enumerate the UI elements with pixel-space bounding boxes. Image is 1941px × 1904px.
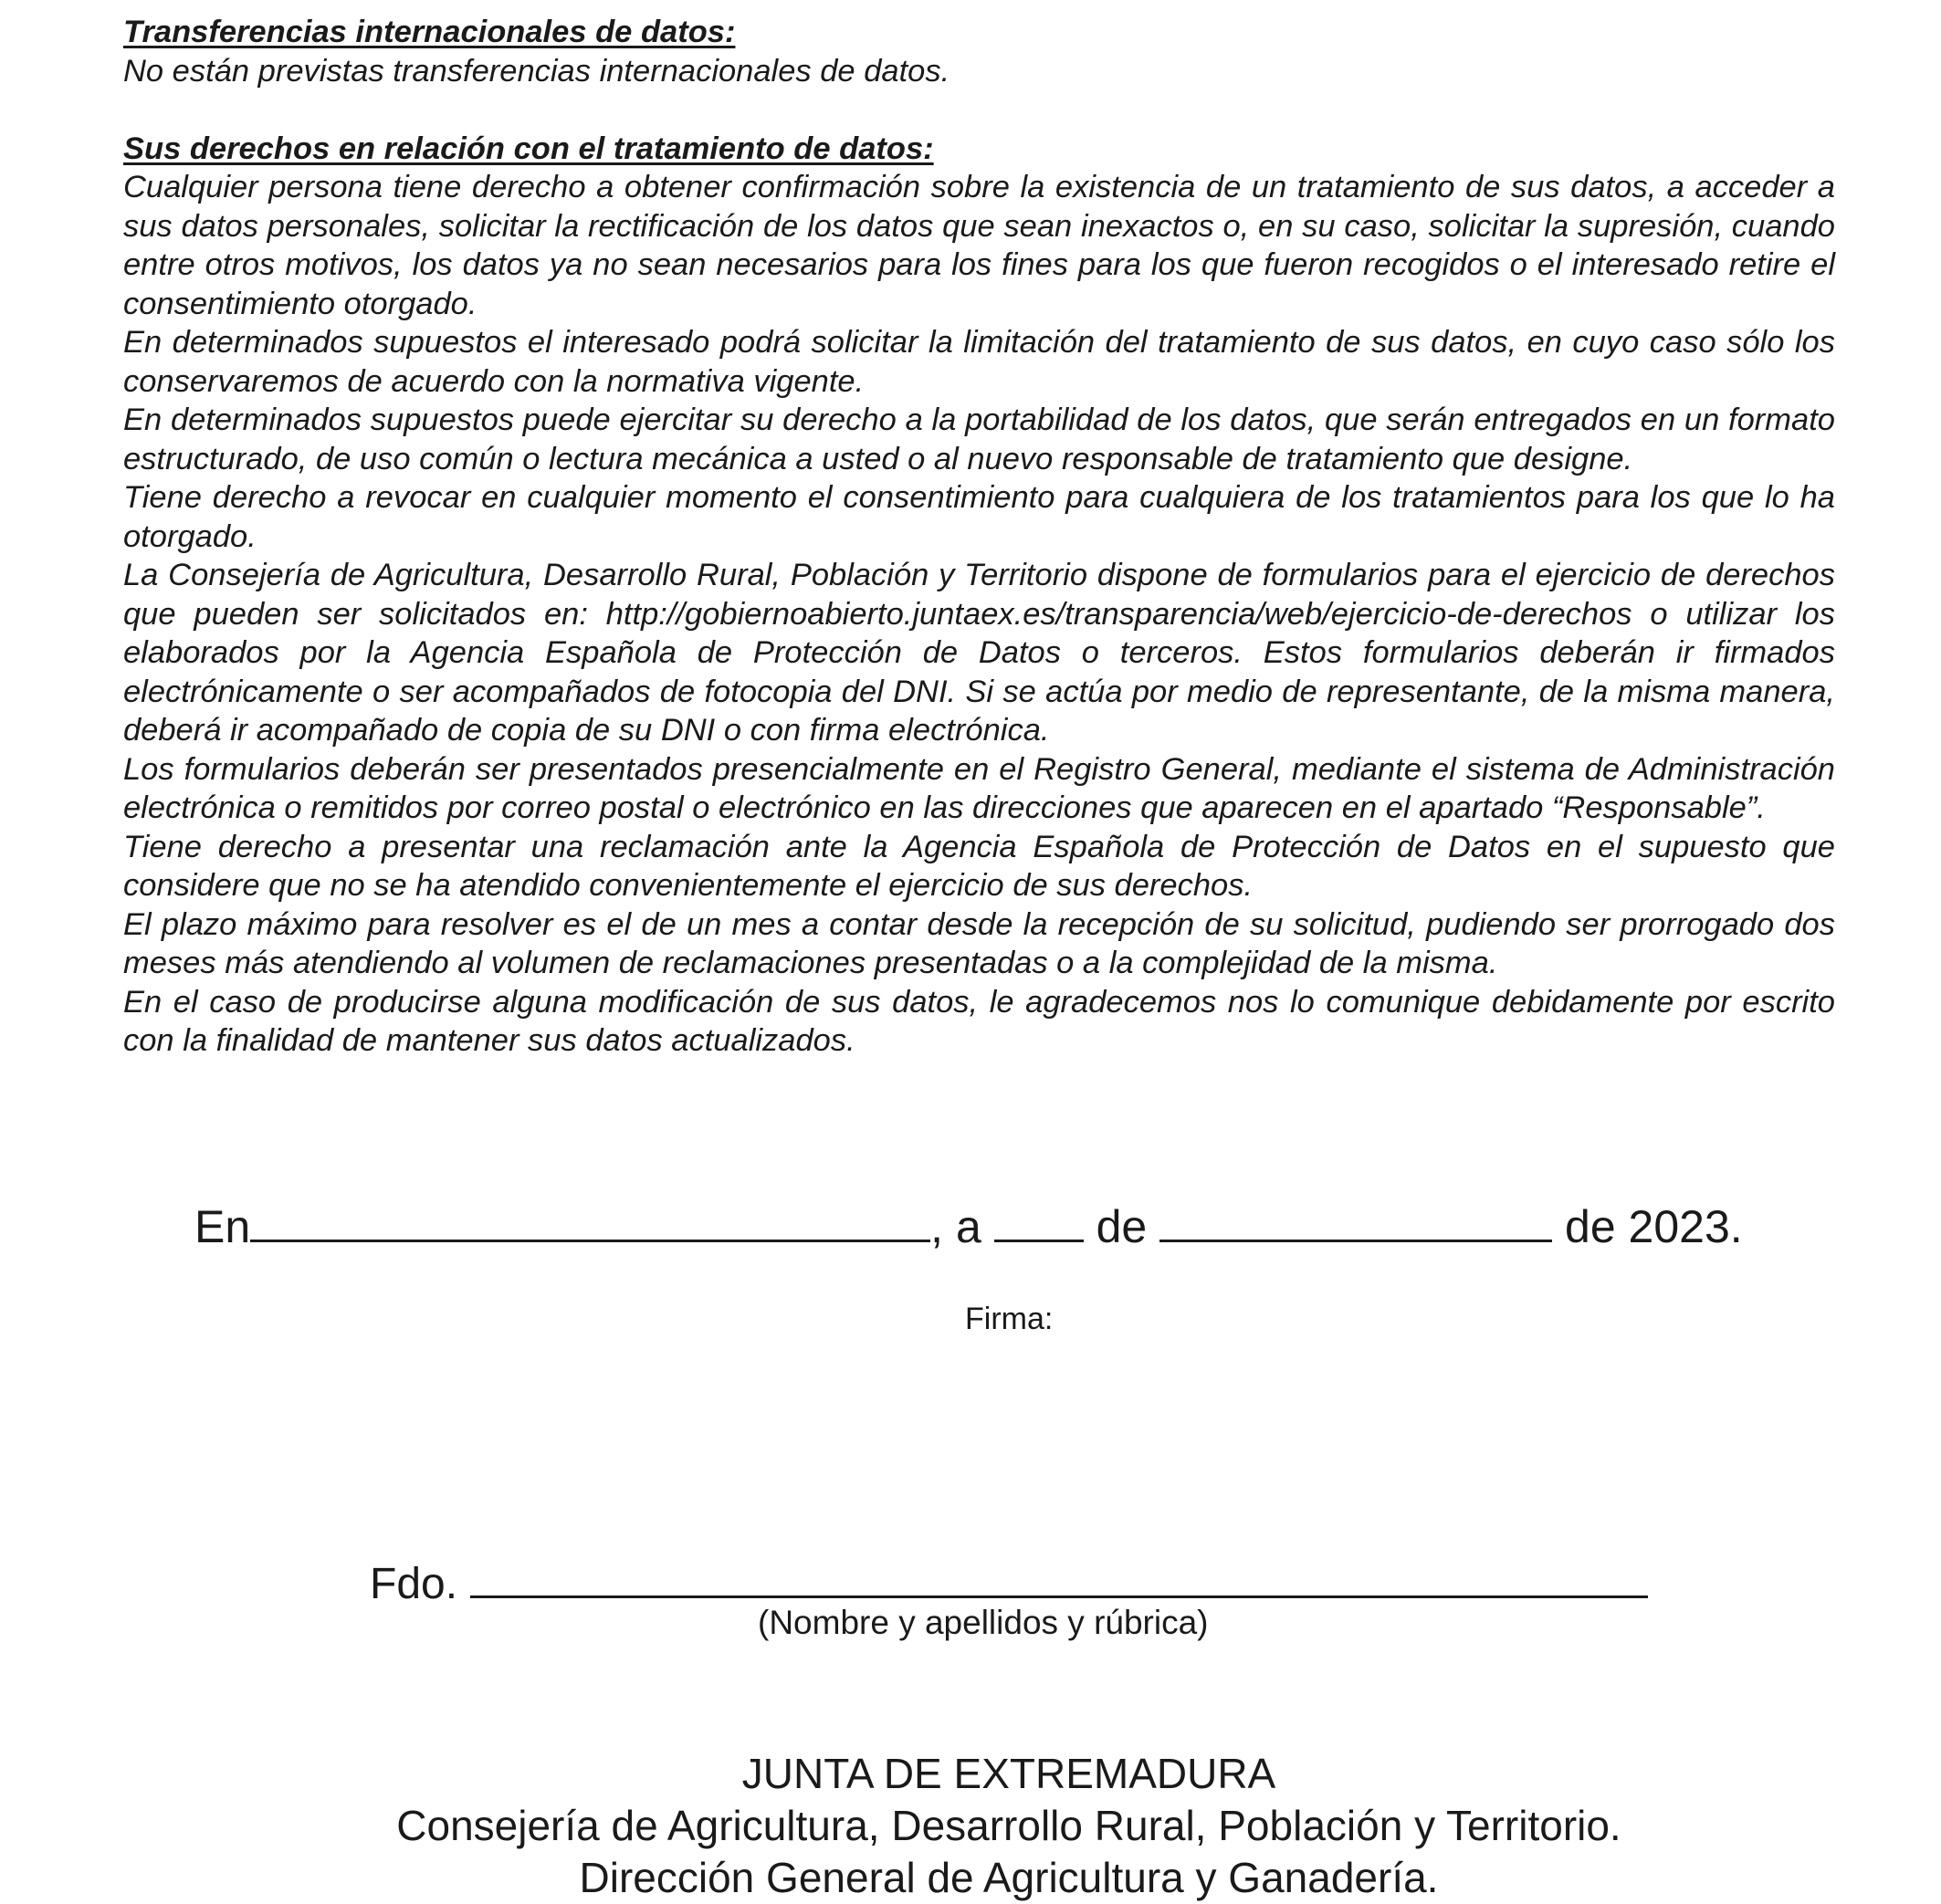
section-heading: Transferencias internacionales de datos:	[123, 15, 736, 49]
comma-a-text: , a	[930, 1201, 981, 1252]
footer-line-junta: JUNTA DE EXTREMADURA	[741, 1750, 1276, 1797]
signature-caption: (Nombre y apellidos y rúbrica)	[758, 1604, 1209, 1641]
section-spacer	[123, 90, 1835, 130]
footer-institution	[0, 1748, 1941, 1904]
section-rights	[123, 130, 1835, 1061]
section-paragraph: El plazo máximo para resolver es el de un mes a contar desde la recepción de su solicitud, pudiendo ser prorrogado dos meses más atendiendo al volumen de reclamaciones presentadas o a la complejidad de la misma.	[123, 906, 1835, 980]
month-blank-field[interactable]	[1159, 1196, 1552, 1242]
section-heading: Sus derechos en relación con el tratamiento de datos:	[123, 131, 934, 166]
place-date-line	[194, 1196, 1765, 1254]
document-body	[123, 13, 1835, 1061]
footer-line-consejeria: Consejería de Agricultura, Desarrollo Rural, Población y Territorio.	[396, 1802, 1621, 1849]
section-paragraph: La Consejería de Agricultura, Desarrollo Rural, Población y Territorio dispone de formularios para el ejercicio de derechos que pueden ser solicitados en: http://gobiernoabierto.juntaex.es/transparencia/web/ejercicio-de-derechos o utilizar los elaborados por la Agencia Española de Protección de Datos o terceros. Estos formularios deberán ir firmados electrónicamente o ser acompañados de fotocopia del DNI. Si se actúa por medio de representante, de la misma manera, deberá ir acompañado de copia de su DNI o con firma electrónica.	[123, 558, 1835, 748]
section-paragraph: Los formularios deberán ser presentados presencialmente en el Registro General, mediante el sistema de Administración electrónica o remitidos por correo postal o electrónico en las direcciones que aparecen en el apartado “Responsable”.	[123, 751, 1835, 825]
section-paragraph: Tiene derecho a revocar en cualquier momento el consentimiento para cualquiera de los tratamientos para los que lo ha otorgado.	[123, 480, 1835, 554]
signature-name-field[interactable]	[470, 1552, 1648, 1598]
section-paragraph: Tiene derecho a presentar una reclamación ante la Agencia Española de Protección de Datos en el supuesto que considere que no se ha atendido convenientemente el ejercicio de sus derechos.	[123, 829, 1835, 903]
section-paragraph: En determinados supuestos puede ejercitar su derecho a la portabilidad de los datos, que serán entregados en un formato estructurado, de uso común o lectura mecánica a usted o al nuevo responsable de tratamiento que designe.	[123, 403, 1835, 476]
firma-label: Firma:	[965, 1302, 1054, 1336]
year-suffix: de 2023.	[1565, 1201, 1743, 1252]
section-paragraph: Cualquier persona tiene derecho a obtener confirmación sobre la existencia de un tratamiento de sus datos, a acceder a sus datos personales, solicitar la rectificación de los datos que sean inexactos o, en su caso, solicitar la supresión, cuando entre otros motivos, los datos ya no sean necesarios para los fines para los que fueron recogidos o el interesado retire el consentimiento otorgado.	[123, 170, 1835, 321]
footer-line-direccion: Dirección General de Agricultura y Ganadería.	[579, 1854, 1439, 1901]
place-blank-field[interactable]	[250, 1196, 930, 1242]
section-paragraph: En determinados supuestos el interesado podrá solicitar la limitación del tratamiento de sus datos, en cuyo caso sólo los conservaremos de acuerdo con la normativa vigente.	[123, 325, 1835, 399]
de-text: de	[1096, 1201, 1148, 1252]
fdo-label: Fdo.	[370, 1560, 458, 1608]
day-blank-field[interactable]	[994, 1196, 1084, 1242]
section-paragraph: No están previstas transferencias internacionales de datos.	[123, 53, 950, 89]
section-transfers	[123, 13, 1835, 90]
place-prefix: En	[194, 1201, 251, 1252]
section-paragraph: En el caso de producirse alguna modificación de sus datos, le agradecemos nos lo comunique debidamente por escrito con la finalidad de mantener sus datos actualizados.	[123, 984, 1835, 1058]
